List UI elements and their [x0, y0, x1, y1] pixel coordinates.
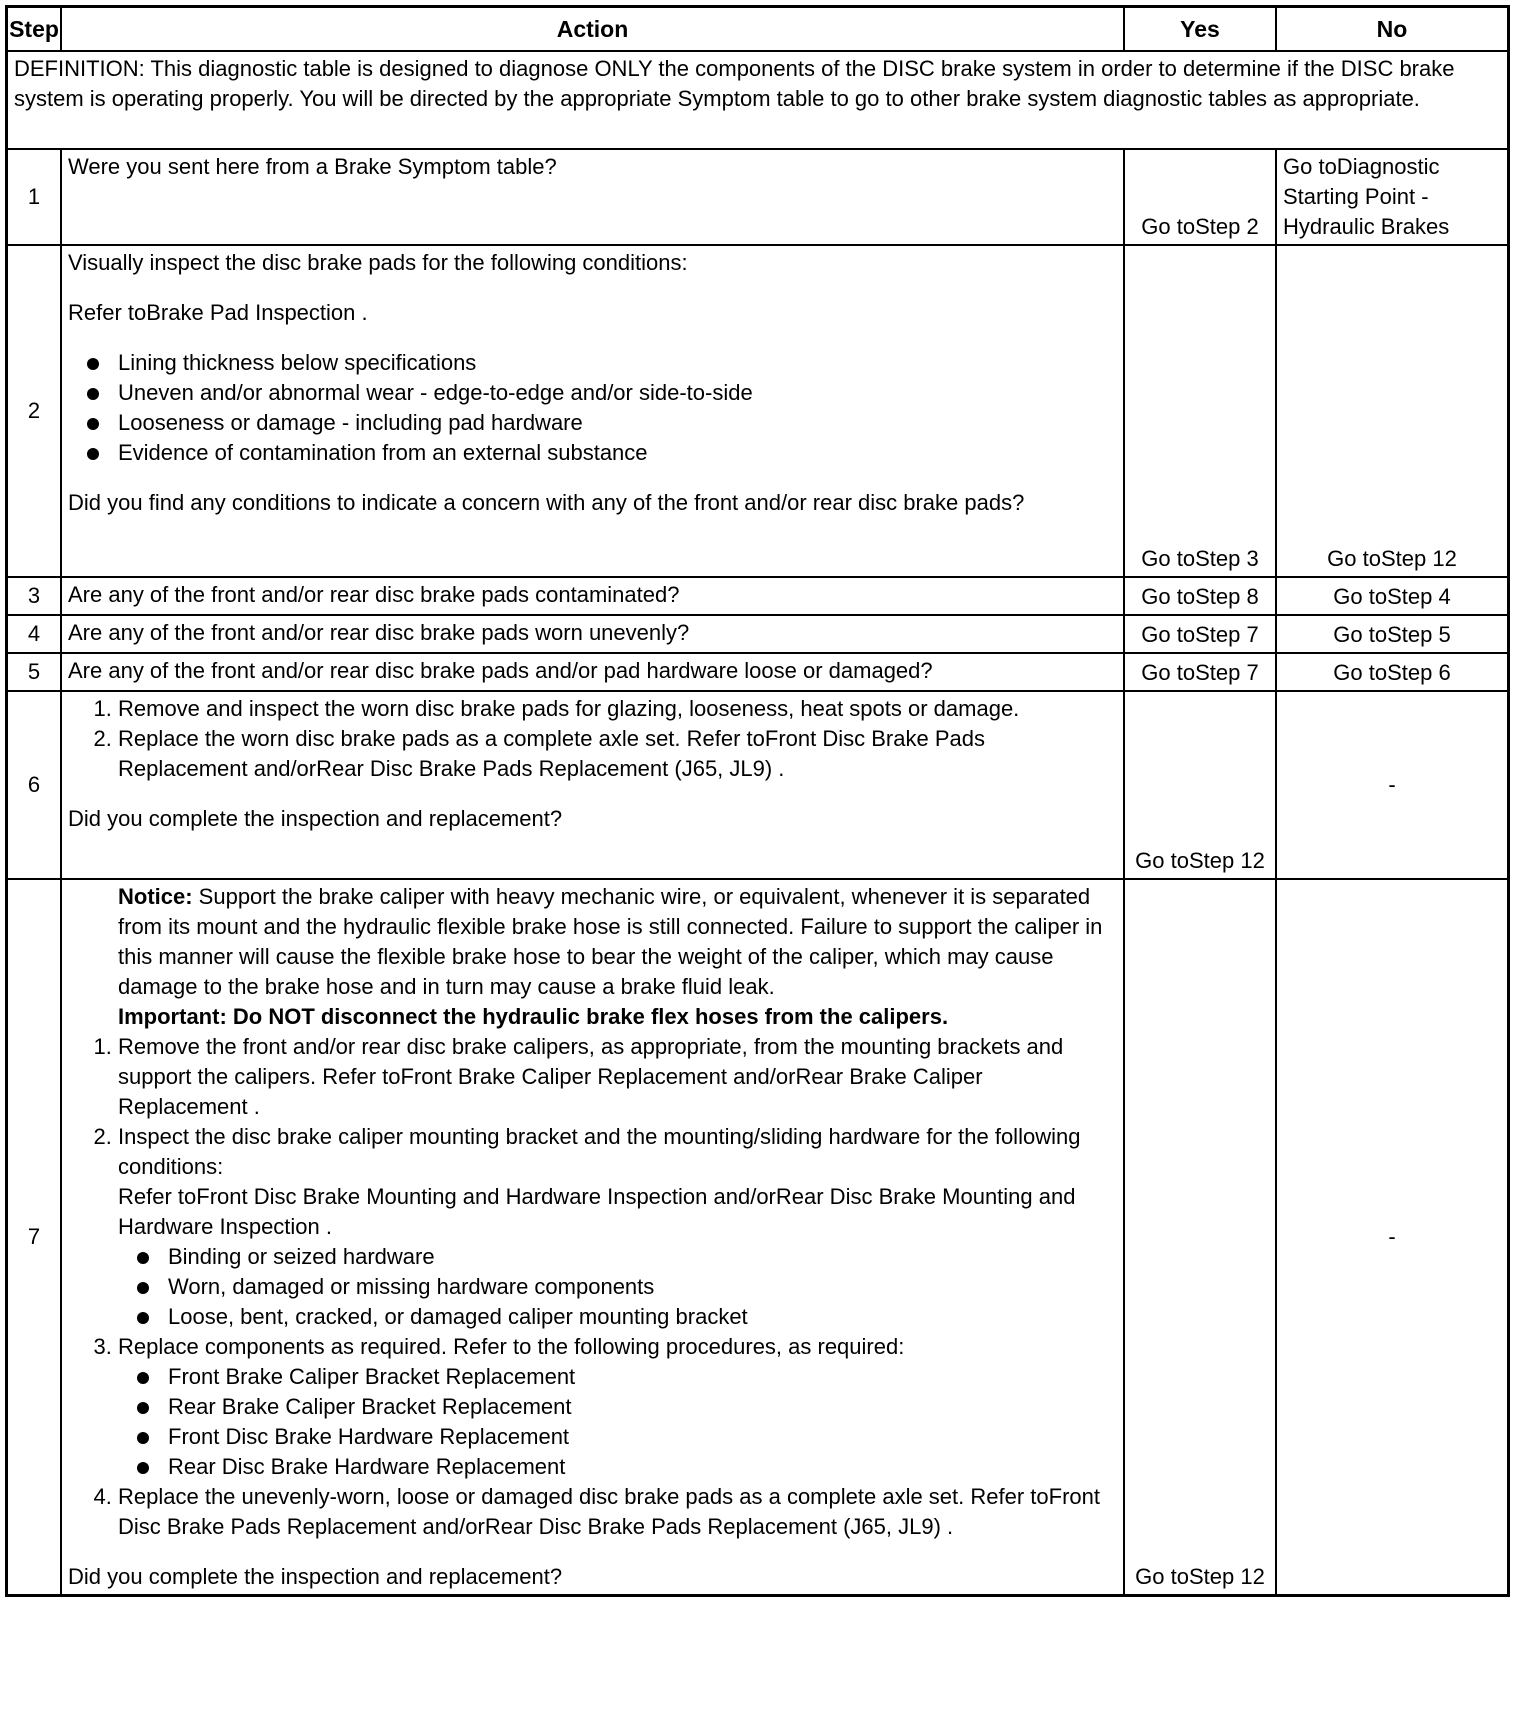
list-item: Worn, damaged or missing hardware components [168, 1272, 1117, 1302]
step-question: Are any of the front and/or rear disc brake pads worn unevenly? [61, 615, 1124, 653]
list-item: Uneven and/or abnormal wear - edge-to-edge and/or side-to-side [118, 378, 1117, 408]
step-question: Are any of the front and/or rear disc brake pads contaminated? [61, 577, 1124, 615]
yes-link[interactable]: Go toStep 3 [1124, 245, 1276, 577]
step-question: Were you sent here from a Brake Symptom table? [61, 149, 1124, 245]
list-item[interactable]: Front Disc Brake Hardware Replacement [168, 1422, 1117, 1452]
list-item: 1. Remove the front and/or rear disc brake calipers, as appropriate, from the mounting brackets and support the calipers. Refer toFront Brake Caliper Replacement and/orRear Brake Caliper Replacement . [118, 1032, 1117, 1122]
list-item: 2. Replace the worn disc brake pads as a complete axle set. Refer toFront Disc Brake Pads Replacement and/orRear Disc Brake Pads Replacement (J65, JL9) . [118, 724, 1117, 784]
list-item [118, 1122, 1117, 1332]
procedure-list [68, 694, 1117, 784]
list-item: 1. Remove and inspect the worn disc brake pads for glazing, looseness, heat spots or damage. [118, 694, 1117, 724]
header-row [7, 7, 1509, 52]
yes-link[interactable]: Go toStep 7 [1124, 615, 1276, 653]
header-action: Action [61, 7, 1124, 52]
yes-link[interactable]: Go toStep 2 [1124, 149, 1276, 245]
list-item: Lining thickness below specifications [118, 348, 1117, 378]
no-link[interactable]: Go toDiagnostic Starting Point - Hydraulic Brakes [1276, 149, 1509, 245]
procedure-list [68, 1032, 1117, 1542]
step-intro: Visually inspect the disc brake pads for the following conditions: [68, 250, 688, 275]
yes-link[interactable]: Go toStep 8 [1124, 577, 1276, 615]
step-action [61, 245, 1124, 577]
list-item: Binding or seized hardware [168, 1242, 1117, 1272]
table-row-step-7 [7, 879, 1509, 1596]
list-item: Looseness or damage - including pad hardware [118, 408, 1117, 438]
list-item: Evidence of contamination from an external substance [118, 438, 1117, 468]
list-item[interactable]: Front Brake Caliper Bracket Replacement [168, 1362, 1117, 1392]
definition-row [7, 51, 1509, 149]
condition-list [68, 348, 1117, 468]
list-item: Loose, bent, cracked, or damaged caliper mounting bracket [168, 1302, 1117, 1332]
step-number: 1 [7, 149, 62, 245]
table-row-step-6 [7, 691, 1509, 879]
table-row-step-1 [7, 149, 1509, 245]
item-text: 3. Replace components as required. Refer to the following procedures, as required: [118, 1334, 905, 1359]
procedure-links [118, 1362, 1117, 1482]
table-row-step-4 [7, 615, 1509, 653]
step-question: Did you complete the inspection and replacement? [68, 1564, 563, 1589]
table-row-step-5 [7, 653, 1509, 691]
step-question: Did you complete the inspection and replacement? [68, 806, 563, 831]
important-note [118, 1002, 1117, 1032]
list-item [118, 1332, 1117, 1482]
important-text: Important: Do NOT disconnect the hydraulic brake flex hoses from the calipers. [118, 1004, 949, 1029]
step-number: 7 [7, 879, 62, 1596]
step-number: 6 [7, 691, 62, 879]
list-item[interactable]: Rear Brake Caliper Bracket Replacement [168, 1392, 1117, 1422]
step-number: 2 [7, 245, 62, 577]
table-row-step-3 [7, 577, 1509, 615]
header-yes: Yes [1124, 7, 1276, 52]
yes-link[interactable]: Go toStep 7 [1124, 653, 1276, 691]
no-value: - [1276, 691, 1509, 879]
step-number: 5 [7, 653, 62, 691]
yes-link[interactable]: Go toStep 12 [1124, 879, 1276, 1596]
list-item: 4. Replace the unevenly-worn, loose or damaged disc brake pads as a complete axle set. Refer toFront Disc Brake Pads Replacement and/orRear Disc Brake Pads Replacement (J65, JL9) . [118, 1482, 1117, 1542]
step-number: 4 [7, 615, 62, 653]
step-number: 3 [7, 577, 62, 615]
no-value: - [1276, 879, 1509, 1596]
list-item[interactable]: Rear Disc Brake Hardware Replacement [168, 1452, 1117, 1482]
refer-link[interactable]: Refer toFront Disc Brake Mounting and Hardware Inspection and/orRear Disc Brake Mounting and Hardware Inspection . [118, 1184, 1076, 1239]
item-text: 2. Inspect the disc brake caliper mounting bracket and the mounting/sliding hardware for the following conditions: [118, 1124, 1081, 1179]
no-link[interactable]: Go toStep 5 [1276, 615, 1509, 653]
table-row-step-2 [7, 245, 1509, 577]
step-question: Did you find any conditions to indicate a concern with any of the front and/or rear disc brake pads? [68, 490, 1025, 515]
notice [118, 882, 1117, 1002]
header-no: No [1276, 7, 1509, 52]
diagnostic-table [5, 5, 1510, 1597]
step-action [61, 691, 1124, 879]
definition-text: DEFINITION: This diagnostic table is designed to diagnose ONLY the components of the DISC brake system in order to determine if the DISC brake system is operating properly. You will be directed by the appropriate Symptom table to go to other brake system diagnostic tables as appropriate. [7, 51, 1509, 149]
notice-text: Support the brake caliper with heavy mechanic wire, or equivalent, whenever it is separated from its mount and the hydraulic flexible brake hose is still connected. Failure to support the caliper in this manner will cause the flexible brake hose to bear the weight of the caliper, which may cause damage to the brake hose and in turn may cause a brake fluid leak. [118, 884, 1103, 999]
step-question: Are any of the front and/or rear disc brake pads and/or pad hardware loose or damaged? [61, 653, 1124, 691]
no-link[interactable]: Go toStep 6 [1276, 653, 1509, 691]
refer-link[interactable]: Refer toBrake Pad Inspection . [68, 300, 368, 325]
condition-list [118, 1242, 1117, 1332]
step-action [61, 879, 1124, 1596]
no-link[interactable]: Go toStep 12 [1276, 245, 1509, 577]
notice-label: Notice: [118, 884, 193, 909]
header-step: Step [7, 7, 62, 52]
no-link[interactable]: Go toStep 4 [1276, 577, 1509, 615]
yes-link[interactable]: Go toStep 12 [1124, 691, 1276, 879]
